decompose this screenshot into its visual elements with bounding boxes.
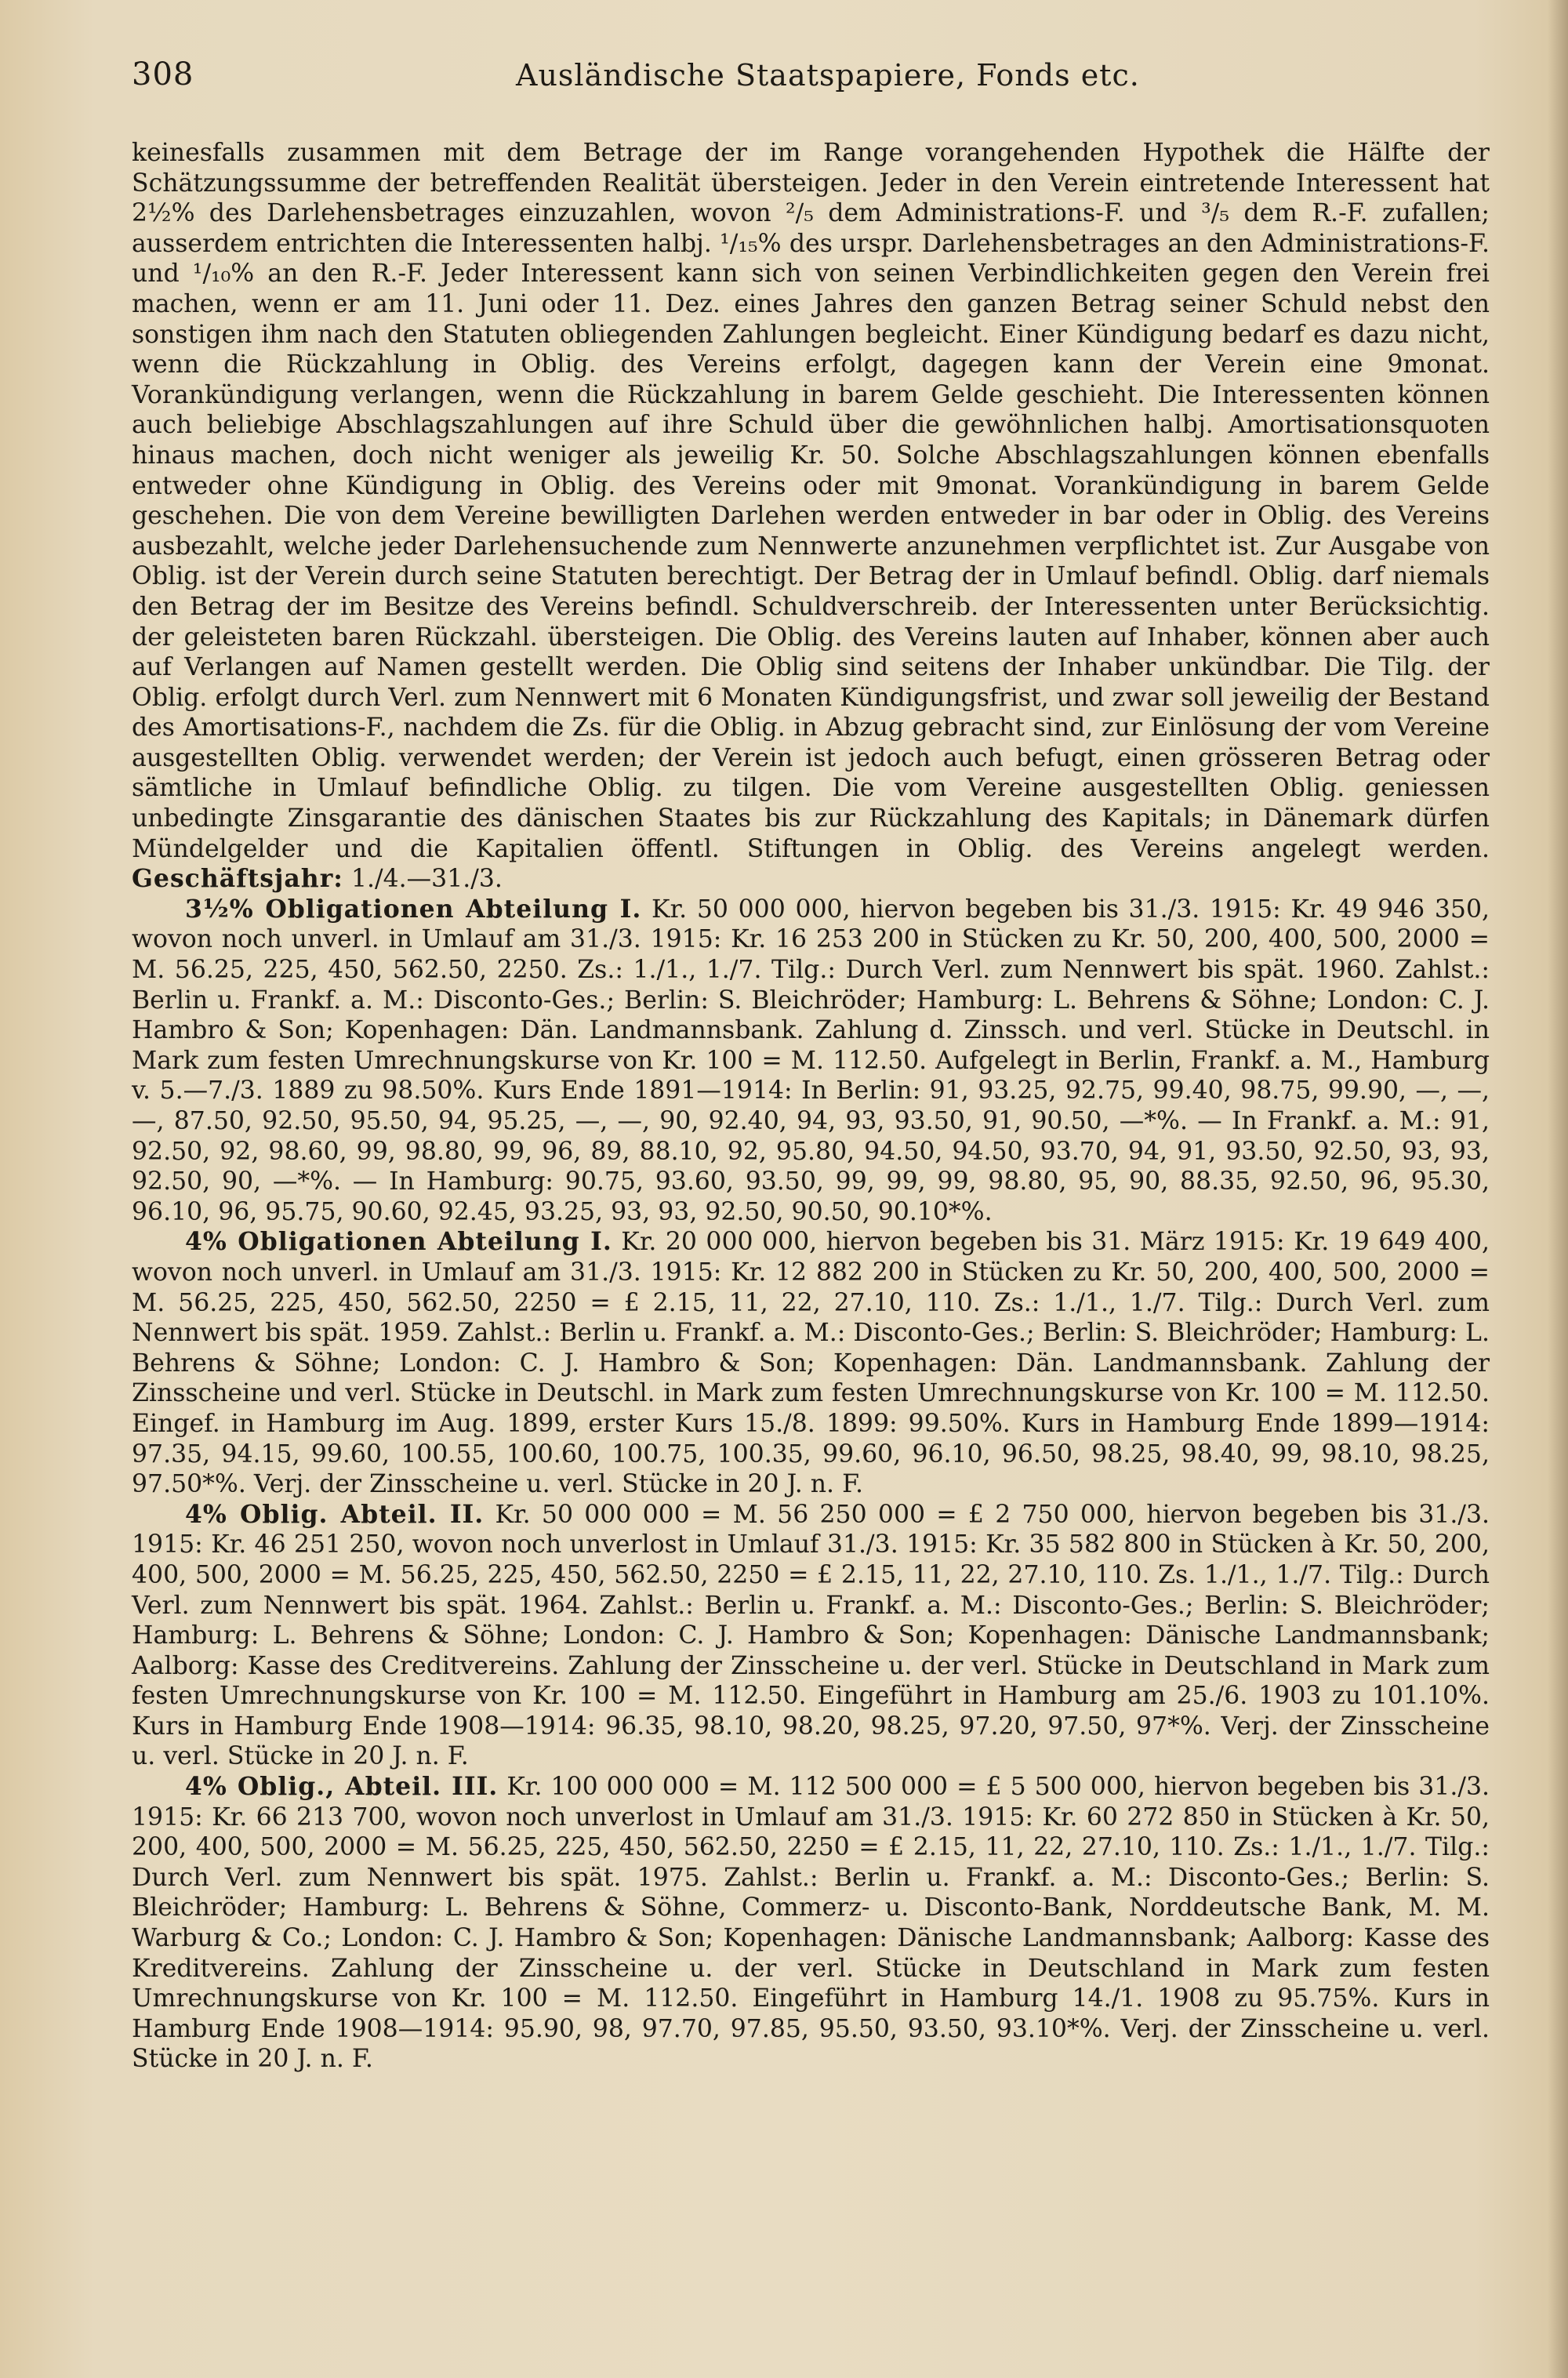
- paragraph-bond-section: [132, 895, 1490, 1228]
- page-edge-shadow: [1548, 0, 1568, 2378]
- section-heading: 4% Oblig., Abteil. III.: [185, 1772, 499, 1802]
- paragraph-text: keinesfalls zusammen mit dem Betrage der im Range vorangehenden Hypothek die Hälfte der Schätzungssumme der betreffenden Realität übersteigen. Jeder in den Verein eintretende Interessent hat 2½% des Darlehensbetrages einzuzahlen, wovon ²/₅ dem Administrations-F. und ³/₅ dem R.-F. zufallen; ausserdem entrichten die Interessenten halbj. ¹/₁₅% des urspr. Darlehensbetrages an den Administrations-F. und ¹/₁₀% an den R.-F. Jeder Interessent kann sich von seinen Verbindlichkeiten gegen den Verein frei machen, wenn er am 11. Juni oder 11. Dez. eines Jahres den ganzen Betrag seiner Schuld nebst den sonstigen ihm nach den Statuten obliegenden Zahlungen begleicht. Einer Kündigung bedarf es dazu nicht, wenn die Rückzahlung in Oblig. des Vereins erfolgt, dagegen kann der Verein eine 9monat. Vorankündigung verlangen, wenn die Rückzahlung in barem Gelde geschieht. Die Interessenten können auch beliebige Abschlagszahlungen auf ihre Schuld über die gewöhnlichen halbj. Amortisationsquoten hinaus machen, doch nicht weniger als jeweilig Kr. 50. Solche Abschlagszahlungen können ebenfalls entweder ohne Kündigung in Oblig. des Vereins oder mit 9monat. Vorankündigung in barem Gelde geschehen. Die von dem Vereine bewilligten Darlehen werden entweder in bar oder in Oblig. des Vereins ausbezahlt, welche jeder Darlehensuchende zum Nennwerte anzunehmen verpflichtet ist. Zur Ausgabe von Oblig. ist der Verein durch seine Statuten berechtigt. Der Betrag der in Umlauf befindl. Oblig. darf niemals den Betrag der im Besitze des Vereins befindl. Schuldverschreib. der Interessenten unter Berücksichtig. der geleisteten baren Rückzahl. übersteigen. Die Oblig. des Vereins lauten auf Inhaber, können aber auch auf Verlangen auf Namen gestellt werden. Die Oblig sind seitens der Inhaber unkündbar. Die Tilg. der Oblig. erfolgt durch Verl. zum Nennwert mit 6 Monaten Kündigungsfrist, und zwar soll jeweilig der Bestand des Amortisations-F., nachdem die Zs. für die Oblig. in Abzug gebracht sind, zur Einlösung der vom Vereine ausgestellten Oblig. verwendet werden; der Verein ist jedoch auch befugt, einen grösseren Betrag oder sämtliche in Umlauf befindliche Oblig. zu tilgen. Die vom Vereine ausgestellten Oblig. geniessen unbedingte Zinsgarantie des dänischen Staates bis zur Rückzahlung des Kapitals; in Dänemark dürfen Mündelgelder und die Kapitalien öffentl. Stiftungen in Oblig. des Vereins angelegt werden.: [132, 139, 1490, 863]
- paragraph-text: Kr. 50 000 000, hiervon begeben bis 31./3. 1915: Kr. 49 946 350, wovon noch unverl. in Umlauf am 31./3. 1915: Kr. 16 253 200 in Stücken zu Kr. 50, 200, 400, 500, 2000 = M. 56.25, 225, 450, 562.50, 2250. Zs.: 1./1., 1./7. Tilg.: Durch Verl. zum Nennwert bis spät. 1960. Zahlst.: Berlin u. Frankf. a. M.: Disconto-Ges.; Berlin: S. Bleichröder; Hamburg: L. Behrens & Söhne; London: C. J. Hambro & Son; Kopenhagen: Dän. Landmannsbank. Zahlung d. Zinssch. und verl. Stücke in Deutschl. in Mark zum festen Umrechnungskurse von Kr. 100 = M. 112.50. Aufgelegt in Berlin, Frankf. a. M., Hamburg v. 5.—7./3. 1889 zu 98.50%. Kurs Ende 1891—1914: In Berlin: 91, 93.25, 92.75, 99.40, 98.75, 99.90, —, —, —, 87.50, 92.50, 95.50, 94, 95.25, —, —, 90, 92.40, 94, 93, 93.50, 91, 90.50, —*%. — In Frankf. a. M.: 91, 92.50, 92, 98.60, 99, 98.80, 99, 96, 89, 88.10, 92, 95.80, 94.50, 94.50, 93.70, 94, 91, 93.50, 92.50, 93, 93, 92.50, 90, —*%. — In Hamburg: 90.75, 93.60, 93.50, 99, 99, 99, 98.80, 95, 90, 88.35, 92.50, 96, 95.30, 96.10, 96, 95.75, 90.60, 92.45, 93.25, 93, 93, 92.50, 90.50, 90.10*%.: [132, 895, 1490, 1226]
- paragraph-intro: [132, 138, 1490, 895]
- paragraph-text: Kr. 20 000 000, hiervon begeben bis 31. März 1915: Kr. 19 649 400, wovon noch unverl. in Umlauf am 31./3. 1915: Kr. 12 882 200 in Stücken zu Kr. 50, 200, 400, 500, 2000 = M. 56.25, 225, 450, 562.50, 2250 = £ 2.15, 11, 22, 27.10, 110. Zs.: 1./1., 1./7. Tilg.: Durch Verl. zum Nennwert bis spät. 1959. Zahlst.: Berlin u. Frankf. a. M.: Disconto-Ges.; Berlin: S. Bleichröder; Hamburg: L. Behrens & Söhne; London: C. J. Hambro & Son; Kopenhagen: Dän. Landmannsbank. Zahlung der Zinsscheine und verl. Stücke in Deutschl. in Mark zum festen Umrechnungskurse von Kr. 100 = M. 112.50. Eingef. in Hamburg im Aug. 1899, erster Kurs 15./8. 1899: 99.50%. Kurs in Hamburg Ende 1899—1914: 97.35, 94.15, 99.60, 100.55, 100.60, 100.75, 100.35, 99.60, 96.10, 96.50, 98.25, 98.40, 99, 98.10, 98.25, 97.50*%. Verj. der Zinsscheine u. verl. Stücke in 20 J. n. F.: [132, 1228, 1490, 1499]
- section-heading: 3½% Obligationen Abteilung I.: [185, 894, 642, 924]
- section-heading: 4% Oblig. Abteil. II.: [185, 1499, 485, 1529]
- paragraph-bond-section: [132, 1500, 1490, 1772]
- page-header: [132, 56, 1496, 100]
- running-title: Ausländische Staatspapiere, Fonds etc.: [516, 58, 1140, 93]
- section-heading: 4% Obligationen Abteilung I.: [185, 1227, 612, 1257]
- fiscal-year-value: 1./4.—31./3.: [350, 865, 503, 894]
- page-number: 308: [132, 56, 194, 93]
- paragraph-bond-section: [132, 1772, 1490, 2075]
- paragraph-text: Kr. 50 000 000 = M. 56 250 000 = £ 2 750 000, hiervon begeben bis 31./3. 1915: Kr. 46 251 250, wovon noch unverlost in Umlauf 31./3. 1915: Kr. 35 582 800 in Stücken à Kr. 50, 200, 400, 500, 2000 = M. 56.25, 225, 450, 562.50, 2250 = £ 2.15, 11, 22, 27.10, 110. Zs. 1./1., 1./7. Tilg.: Durch Verl. zum Nennwert bis spät. 1964. Zahlst.: Berlin u. Frankf. a. M.: Disconto-Ges.; Berlin: S. Bleichröder; Hamburg: L. Behrens & Söhne; London: C. J. Hambro & Son; Kopenhagen: Dänische Landmannsbank; Aalborg: Kasse des Creditvereins. Zahlung der Zinsscheine u. der verl. Stücke in Deutschland in Mark zum festen Umrechnungskurse von Kr. 100 = M. 112.50. Eingeführt in Hamburg am 25./6. 1903 zu 101.10%. Kurs in Hamburg Ende 1908—1914: 96.35, 98.10, 98.20, 98.25, 97.20, 97.50, 97*%. Verj. der Zinsscheine u. verl. Stücke in 20 J. n. F.: [132, 1500, 1490, 1771]
- paragraph-bond-section: [132, 1227, 1490, 1499]
- paragraph-text: Kr. 100 000 000 = M. 112 500 000 = £ 5 500 000, hiervon begeben bis 31./3. 1915: Kr. 66 213 700, wovon noch unverlost in Umlauf am 31./3. 1915: Kr. 60 272 850 in Stücken à Kr. 50, 200, 400, 500, 2000 = M. 56.25, 225, 450, 562.50, 2250 = £ 2.15, 11, 22, 27.10, 110. Zs.: 1./1., 1./7. Tilg.: Durch Verl. zum Nennwert bis spät. 1975. Zahlst.: Berlin u. Frankf. a. M.: Disconto-Ges.; Berlin: S. Bleichröder; Hamburg: L. Behrens & Söhne, Commerz- u. Disconto-Bank, Norddeutsche Bank, M. M. Warburg & Co.; London: C. J. Hambro & Son; Kopenhagen: Dänische Landmannsbank; Aalborg: Kasse des Kreditvereins. Zahlung der Zinsscheine u. der verl. Stücke in Deutschland in Mark zum festen Umrechnungskurse von Kr. 100 = M. 112.50. Eingeführt in Hamburg 14./1. 1908 zu 95.75%. Kurs in Hamburg Ende 1908—1914: 95.90, 98, 97.70, 97.85, 95.50, 93.50, 93.10*%. Verj. der Zinsscheine u. verl. Stücke in 20 J. n. F.: [132, 1773, 1490, 2074]
- body-text: [132, 138, 1490, 2075]
- fiscal-year-label: Geschäftsjahr:: [132, 864, 343, 894]
